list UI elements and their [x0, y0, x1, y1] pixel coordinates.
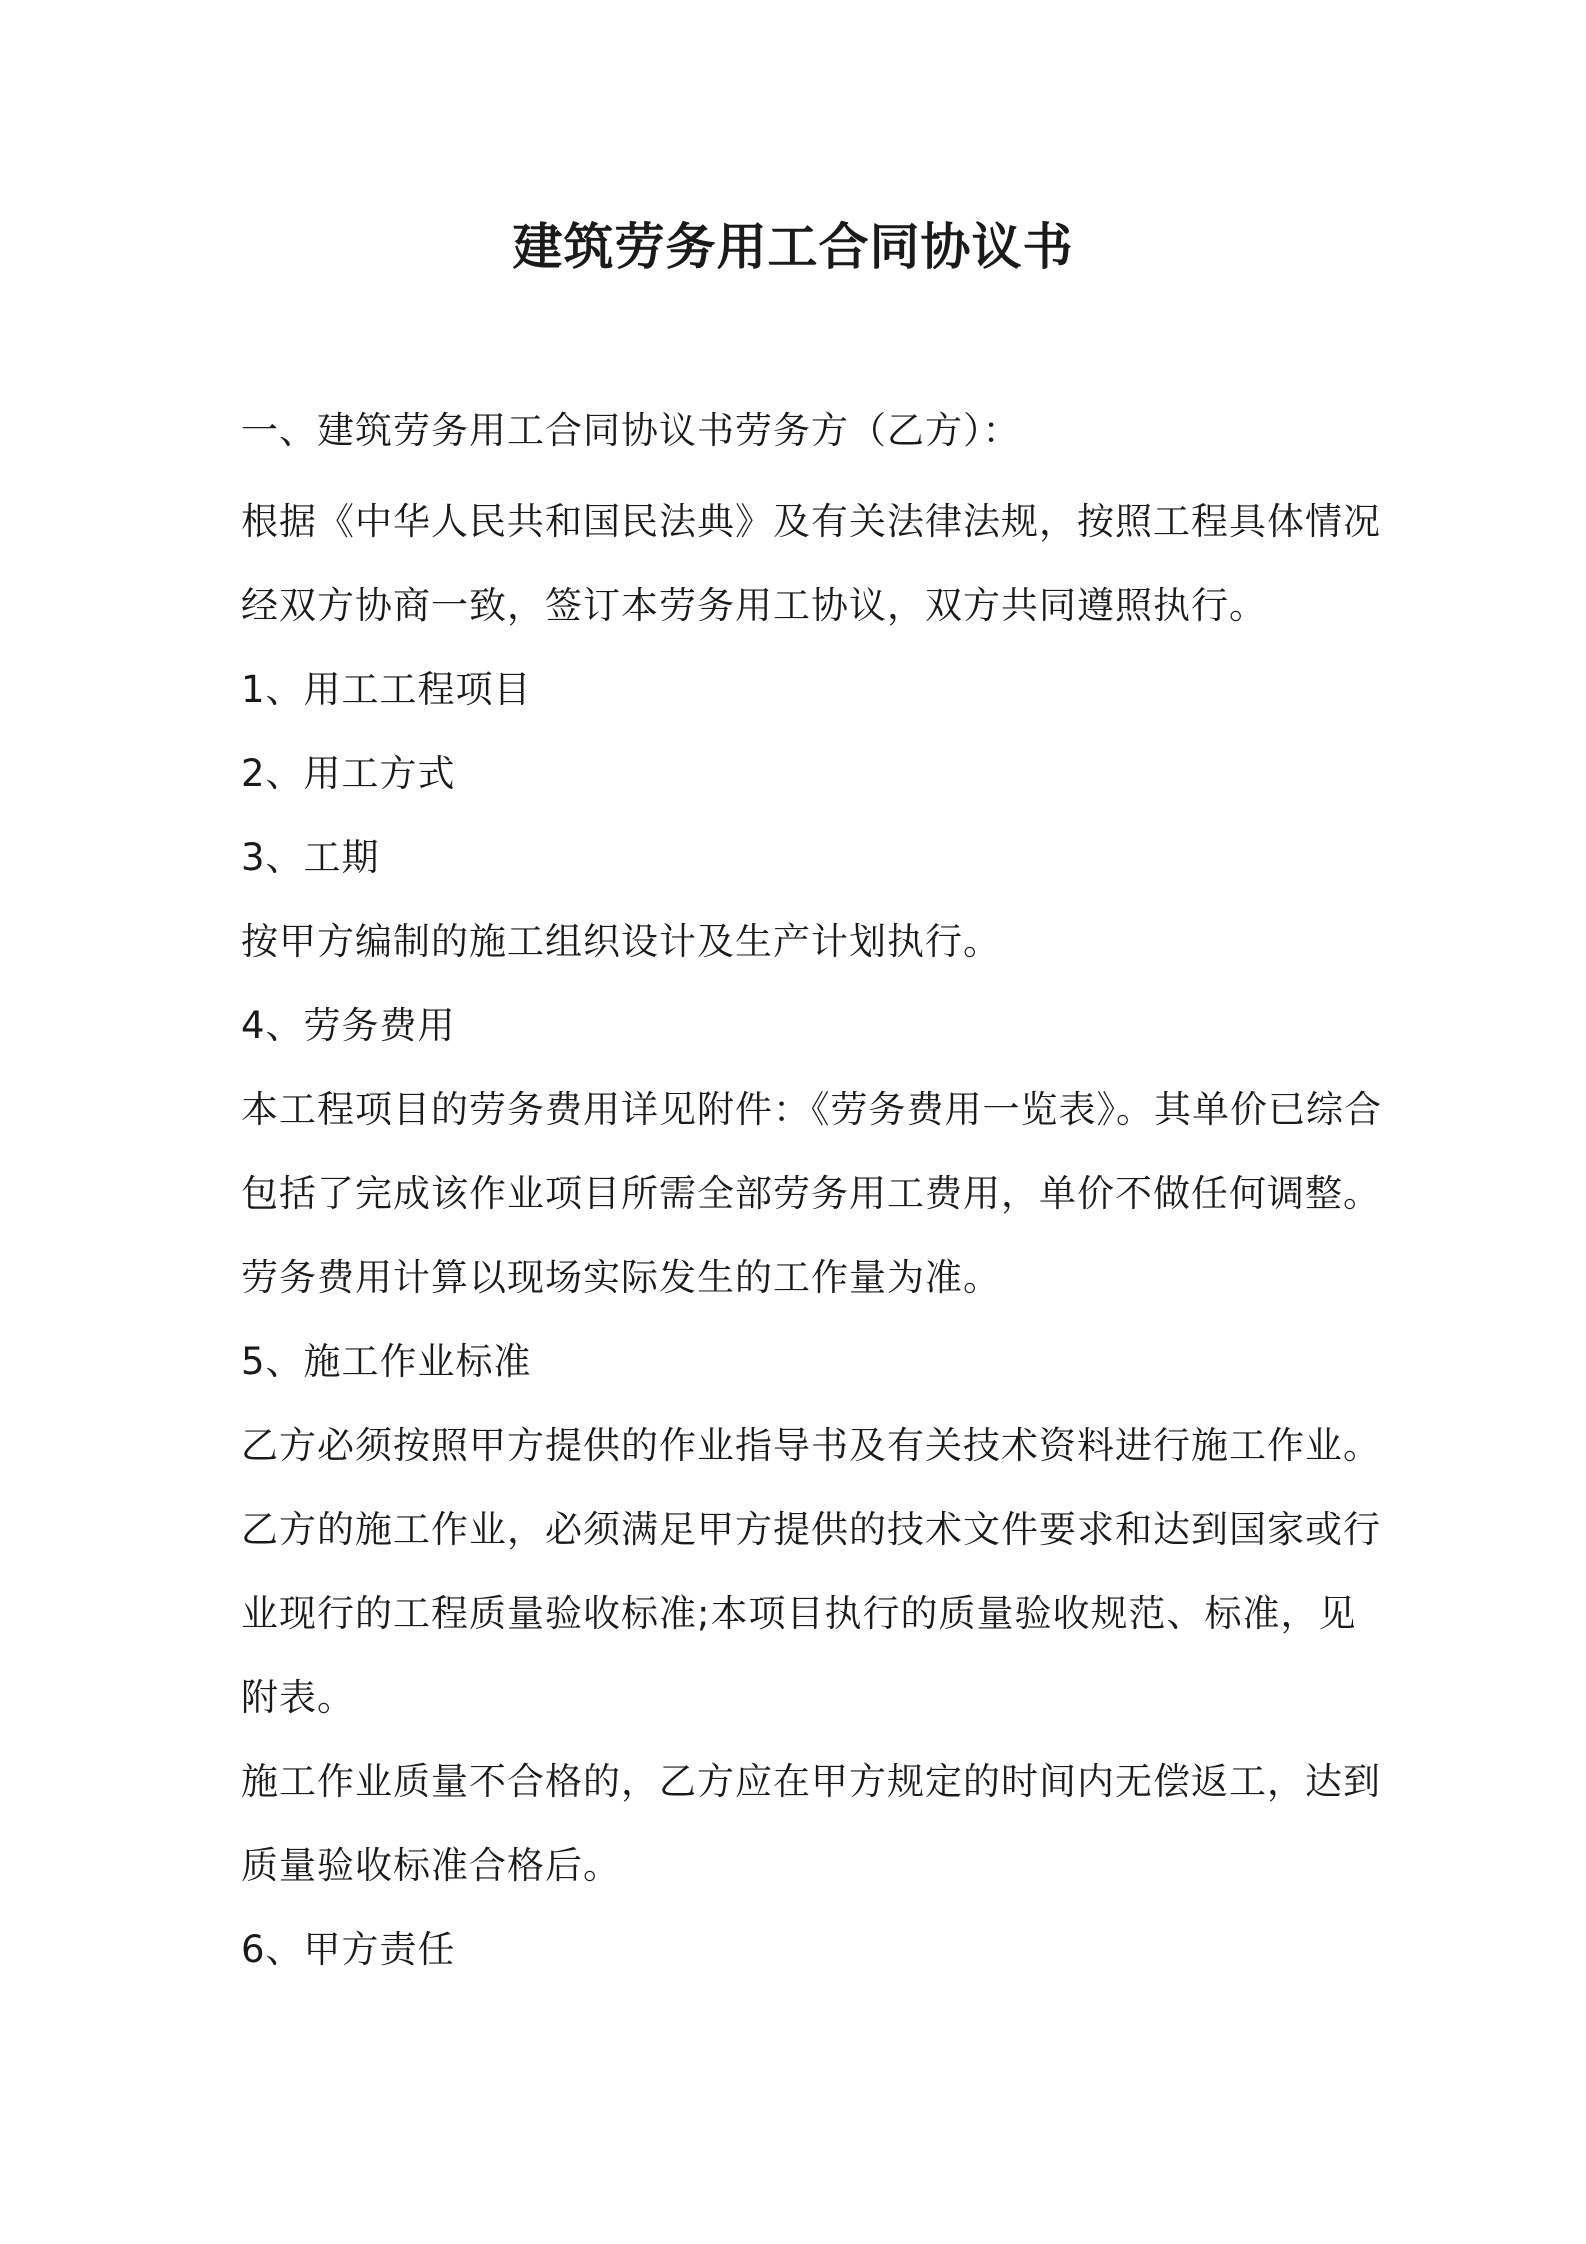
document-title: 建筑劳务用工合同协议书	[512, 218, 1074, 276]
item-heading-fees: 4、劳务费用	[241, 1004, 456, 1047]
item-heading-project: 1、用工工程项目	[241, 668, 532, 711]
paragraph-line: 根据《中华人民共和国民法典》及有关法律法规，按照工程具体情况	[241, 500, 1381, 543]
item-heading-standard: 5、施工作业标准	[241, 1340, 532, 1383]
item-heading-method: 2、用工方式	[241, 752, 456, 795]
section-heading-party-b: 一、建筑劳务用工合同协议书劳务方（乙方）：	[241, 409, 1021, 452]
paragraph-line: 质量验收标准合格后。	[241, 1844, 621, 1887]
paragraph-line: 劳务费用计算以现场实际发生的工作量为准。	[241, 1256, 1001, 1299]
paragraph-line: 业现行的工程质量验收标准;本项目执行的质量验收规范、标准，见	[241, 1592, 1357, 1635]
paragraph-line: 附表。	[241, 1676, 355, 1719]
item-heading-duration: 3、工期	[241, 836, 380, 879]
paragraph-line: 包括了完成该作业项目所需全部劳务用工费用，单价不做任何调整。	[241, 1172, 1381, 1215]
item-heading-party-a: 6、甲方责任	[241, 1928, 456, 1971]
paragraph-line: 本工程项目的劳务费用详见附件：《劳务费用一览表》。其单价已综合	[241, 1088, 1382, 1131]
paragraph-line: 乙方必须按照甲方提供的作业指导书及有关技术资料进行施工作业。	[241, 1424, 1381, 1467]
paragraph-line: 乙方的施工作业，必须满足甲方提供的技术文件要求和达到国家或行	[241, 1508, 1381, 1551]
paragraph-line: 按甲方编制的施工组织设计及生产计划执行。	[241, 920, 1001, 963]
paragraph-line: 施工作业质量不合格的，乙方应在甲方规定的时间内无偿返工，达到	[241, 1760, 1381, 1803]
paragraph-line: 经双方协商一致，签订本劳务用工协议，双方共同遵照执行。	[241, 584, 1267, 627]
